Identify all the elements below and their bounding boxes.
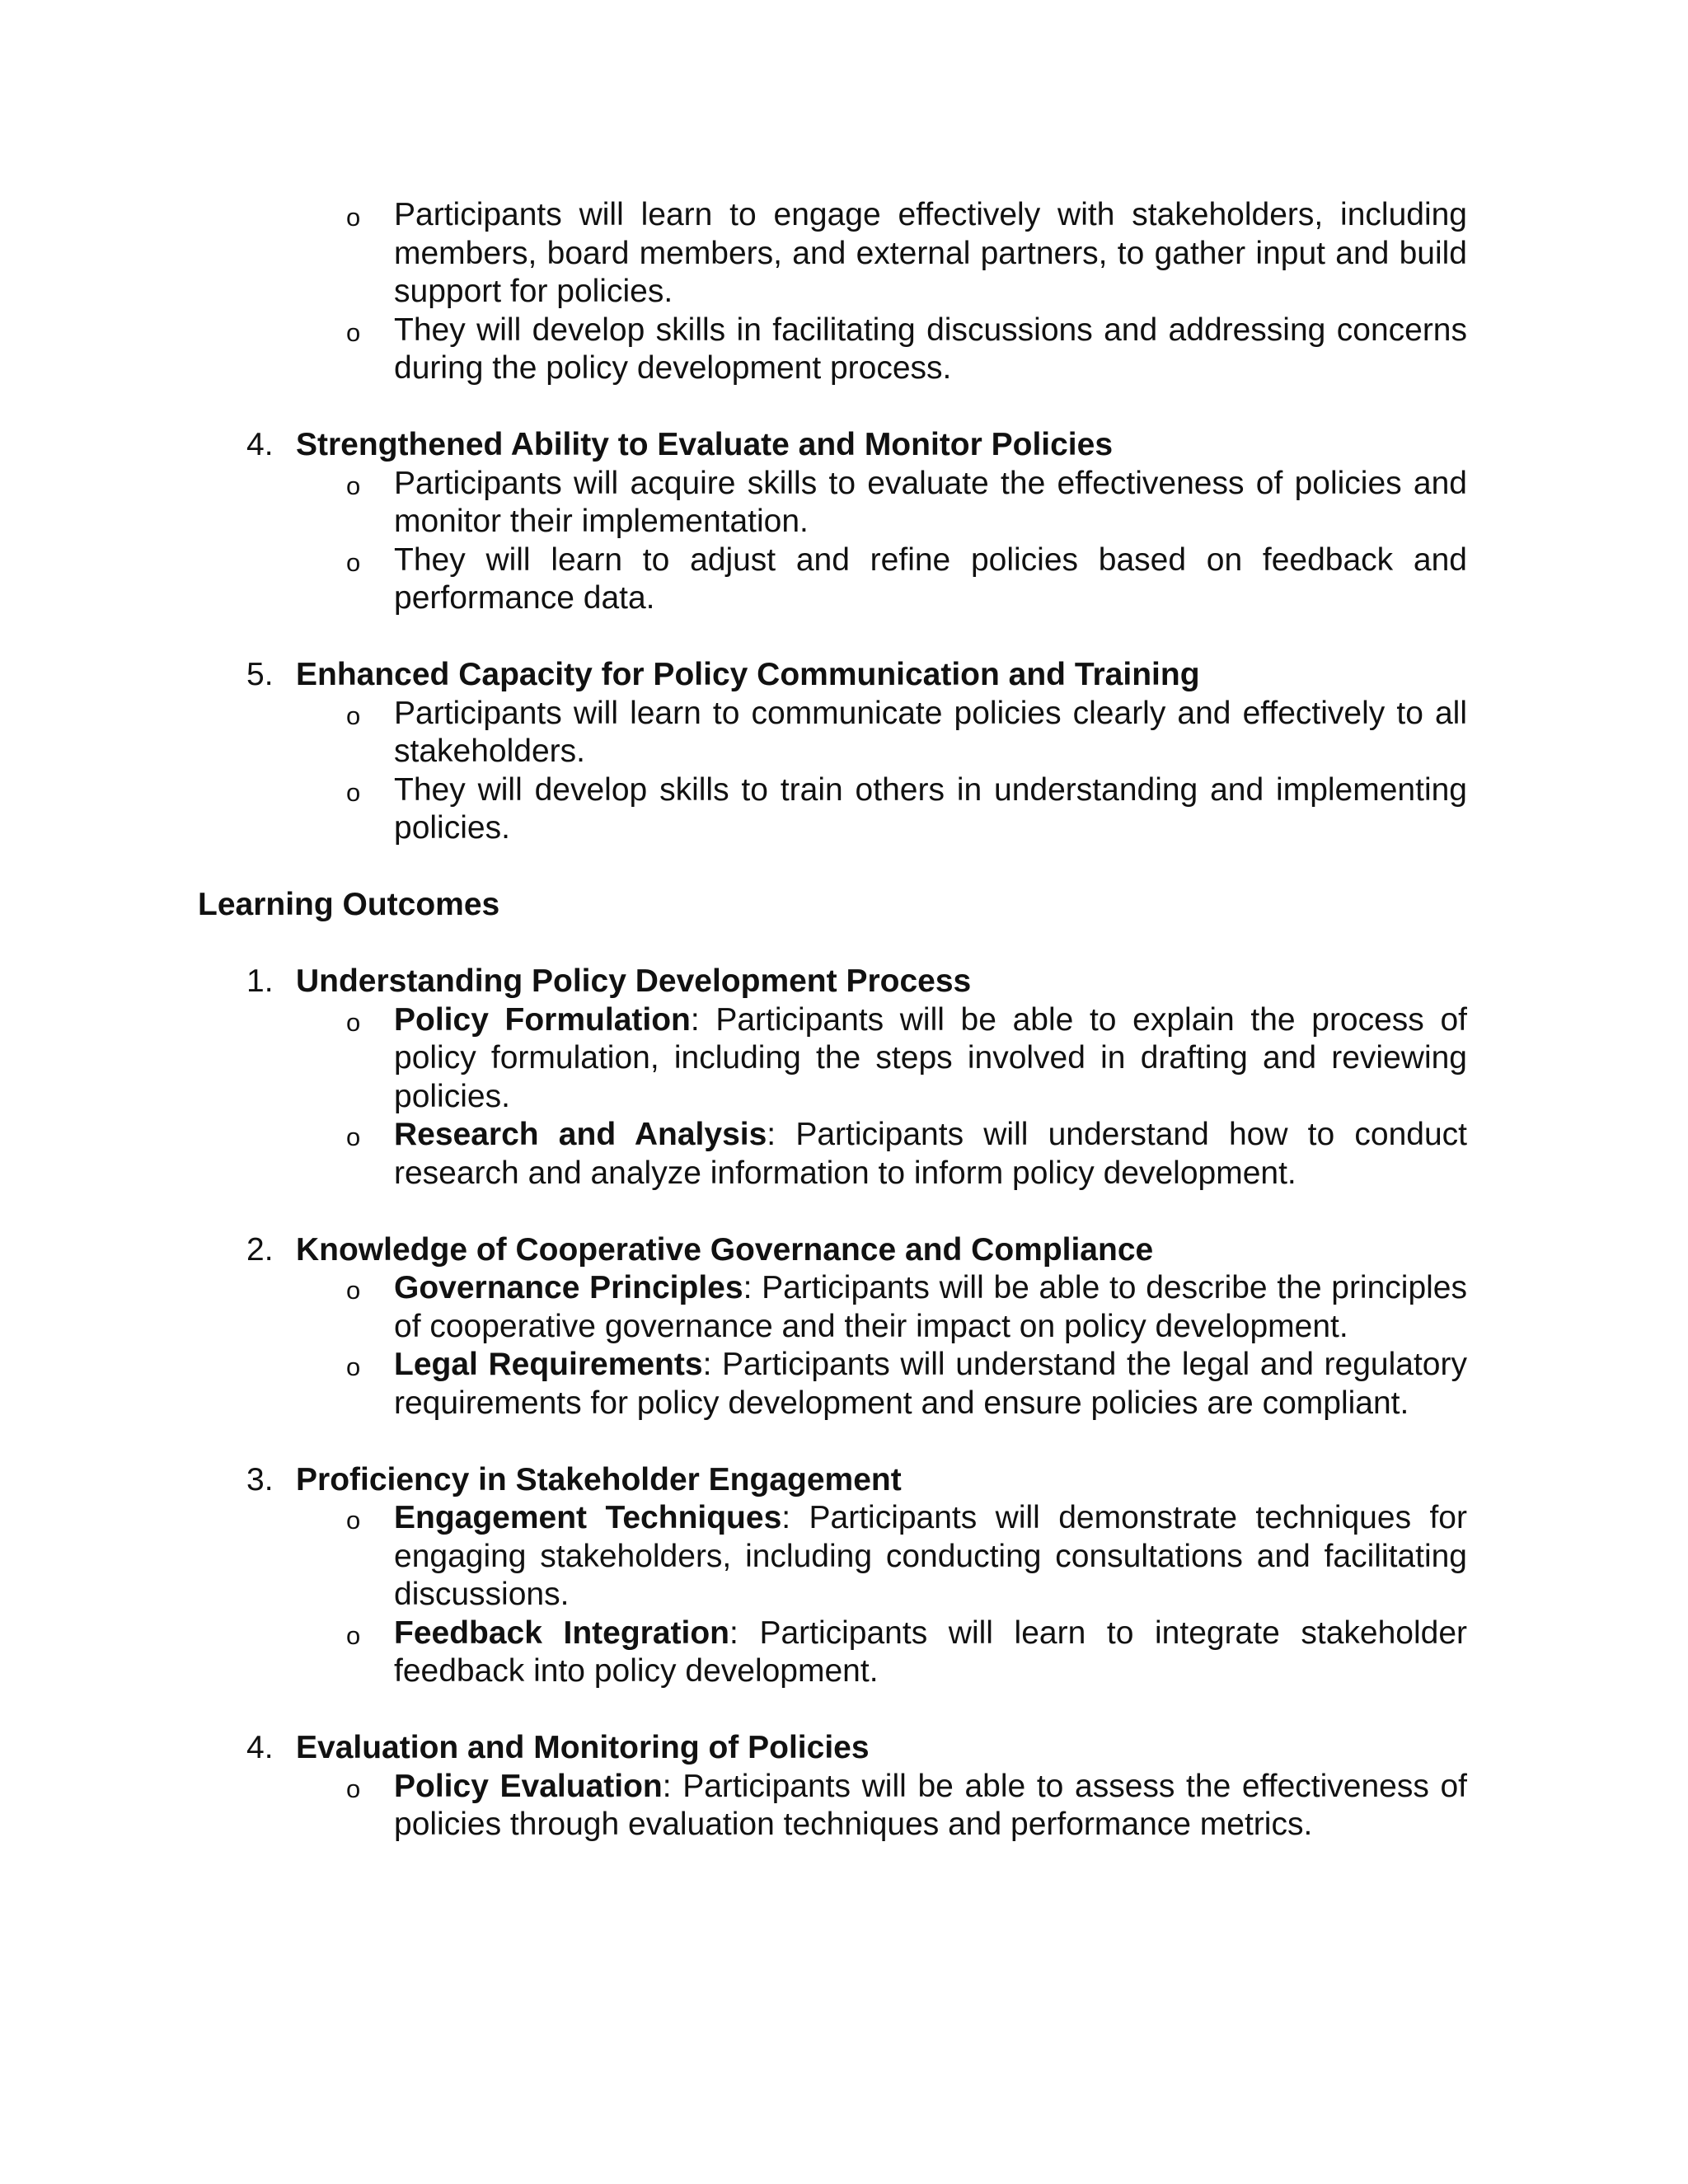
outcome-list — [0, 1001, 1688, 1193]
list-item-text: They will develop skills in facilitating discussions and addressing concerns during the policy development process. — [394, 312, 1467, 386]
list-item-text: Participants will learn to communicate policies clearly and effectively to all stakeholders. — [394, 695, 1467, 769]
bullet-icon: o — [346, 1620, 361, 1650]
outcome-number: 1. — [246, 963, 274, 999]
outcome-title: Understanding Policy Development Process — [296, 963, 972, 999]
outcome-text: : Participants will understand how to conduct research and analyze information to inform policy development. — [394, 1117, 1467, 1191]
outcome-term: Policy Evaluation — [394, 1768, 663, 1804]
list-item — [346, 1116, 1467, 1193]
outcome-text: : Participants will understand the legal and regulatory requirements for policy development and ensure policies are compliant. — [394, 1347, 1467, 1421]
outcome-heading — [246, 963, 1688, 1001]
list-item-text: Participants will acquire skills to evaluate the effectiveness of policies and monitor their implementation. — [394, 465, 1467, 539]
outcome-text: : Participants will be able to explain the process of policy formulation, including the steps involved in drafting and reviewing policies. — [394, 1001, 1467, 1114]
objective-title: Strengthened Ability to Evaluate and Monitor Policies — [296, 427, 1114, 462]
outcome-number: 4. — [246, 1730, 274, 1765]
objective-number: 5. — [246, 657, 274, 692]
outcome-term: Research and Analysis — [394, 1117, 767, 1152]
list-item — [346, 196, 1467, 312]
list-item — [346, 771, 1467, 848]
bullet-icon: o — [346, 203, 361, 232]
outcome-term: Engagement Techniques — [394, 1500, 782, 1535]
list-item-text: Participants will learn to engage effectively with stakeholders, including members, board members, and external partners, to gather input and build support for policies. — [394, 197, 1467, 309]
objective-list — [0, 465, 1688, 618]
outcome-section — [0, 1461, 1688, 1691]
outcome-term: Governance Principles — [394, 1270, 743, 1305]
bullet-icon: o — [346, 471, 361, 500]
learning-outcomes-heading: Learning Outcomes — [198, 887, 500, 922]
objective-section — [0, 426, 1688, 618]
objective-section — [0, 656, 1688, 848]
outcome-list — [0, 1269, 1688, 1422]
outcome-title: Proficiency in Stakeholder Engagement — [296, 1461, 902, 1497]
list-item — [346, 1001, 1467, 1117]
outcome-text: : Participants will be able to describe the principles of cooperative governance and their impact on policy development. — [394, 1270, 1467, 1344]
bullet-icon: o — [346, 1276, 361, 1305]
outcome-term: Policy Formulation — [394, 1001, 691, 1038]
objective-heading — [246, 426, 1688, 465]
list-item-text: They will learn to adjust and refine policies based on feedback and performance data. — [394, 541, 1467, 616]
objective-list — [0, 695, 1688, 848]
outcome-text: : Participants will learn to integrate stakeholder feedback into policy development. — [394, 1615, 1467, 1689]
outcome-list — [0, 1499, 1688, 1691]
list-item — [346, 1269, 1467, 1346]
list-item — [346, 465, 1467, 541]
bullet-icon: o — [346, 547, 361, 577]
list-item — [346, 695, 1467, 771]
outcome-term: Legal Requirements — [394, 1347, 703, 1382]
bullet-icon: o — [346, 777, 361, 807]
outcome-text: : Participants will be able to assess the effectiveness of policies through evaluation techniques and performance metrics. — [394, 1768, 1467, 1842]
outcome-text: : Participants will demonstrate techniques for engaging stakeholders, including conducting consultations and facilitating discussions. — [394, 1500, 1467, 1612]
outcome-title: Evaluation and Monitoring of Policies — [296, 1730, 870, 1765]
list-item — [346, 1615, 1467, 1691]
outcome-list — [0, 1768, 1688, 1844]
list-item — [346, 1346, 1467, 1422]
objective-title: Enhanced Capacity for Policy Communication and Training — [296, 657, 1200, 692]
continuation-list — [0, 196, 1688, 388]
bullet-icon: o — [346, 1122, 361, 1151]
list-item — [346, 1499, 1467, 1615]
outcome-section — [0, 1729, 1688, 1844]
outcome-title: Knowledge of Cooperative Governance and Compliance — [296, 1231, 1154, 1268]
outcome-number: 3. — [246, 1461, 274, 1497]
outcome-section — [0, 1231, 1688, 1423]
bullet-icon: o — [346, 1007, 361, 1037]
outcome-number: 2. — [246, 1231, 274, 1268]
list-item — [346, 541, 1467, 618]
bullet-icon: o — [346, 1352, 361, 1381]
bullet-icon: o — [346, 317, 361, 347]
outcome-term: Feedback Integration — [394, 1615, 730, 1651]
outcome-heading — [246, 1231, 1688, 1270]
objective-number: 4. — [246, 427, 274, 462]
bullet-icon: o — [346, 1506, 361, 1535]
outcome-heading — [246, 1461, 1688, 1500]
bullet-icon: o — [346, 1774, 361, 1803]
document-content — [0, 196, 1688, 1844]
list-item-text: They will develop skills to train others in understanding and implementing policies. — [394, 771, 1467, 846]
bullet-icon: o — [346, 701, 361, 730]
objective-heading — [246, 656, 1688, 695]
outcome-section — [0, 963, 1688, 1193]
list-item — [346, 1768, 1467, 1844]
list-item — [346, 312, 1467, 388]
outcome-heading — [246, 1729, 1688, 1768]
